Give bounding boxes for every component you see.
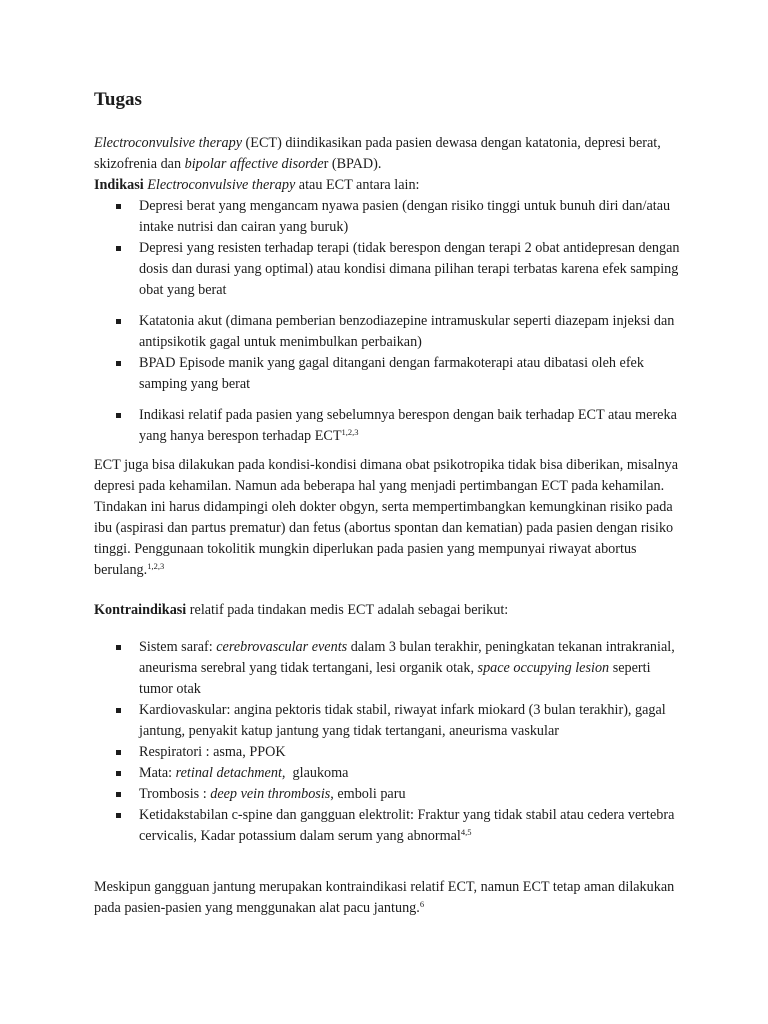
closing-paragraph: Meskipun gangguan jantung merupakan kontraindikasi relatif ECT, namun ECT tetap aman dilakukan pada pasien-pasien yang menggunakan alat pacu jantung.$^6$ — [94, 879, 675, 916]
list-item: Depresi berat yang mengancam nyawa pasien (dengan risiko tinggi untuk bunuh diri dan/atau intake nutrisi dan cairan yang buruk) — [94, 196, 684, 238]
indikasi-list-block — [94, 196, 684, 447]
pregnancy-block — [94, 455, 684, 581]
list-item: Kardiovaskular: angina pektoris tidak stabil, riwayat infark miokard (3 bulan terakhir), gagal jantung, penyakit katup jantung yang tidak tertangani, aneurisma vaskular — [94, 700, 684, 742]
citation-superscript: 1,2,3 — [341, 427, 359, 437]
ect-term: Electroconvulsive therapy — [94, 135, 242, 151]
intro-paragraph: Electroconvulsive therapy (ECT) diindikasikan pada pasien dewasa dengan katatonia, depresi berat, skizofrenia dan bipolar affective disorder (BPAD). — [94, 135, 661, 172]
pregnancy-paragraph: ECT juga bisa dilakukan pada kondisi-kondisi dimana obat psikotropika tidak bisa diberikan, misalnya depresi pada kehamilan. Namun ada beberapa hal yang menjadi pertimbangan ECT pada kehamilan. Tindakan ini harus didampingi oleh dokter obgyn, serta mempertimbangkan kemungkinan risiko pada ibu (aspirasi dan partus prematur) dan fetus (abortus spontan dan kematian) pada pasien dengan risiko tinggi. Penggunaan tokolitik mungkin diperlukan pada pasien yang mempunyai riwayat abortus berulang.$^{1,2,3}$ — [94, 457, 679, 578]
citation-superscript: 4,5 — [460, 827, 472, 837]
list-item: Trombosis : deep vein thrombosis, emboli paru — [94, 784, 684, 805]
citation-superscript: 1,2,3 — [147, 561, 165, 571]
list-item: Sistem saraf: cerebrovascular events dalam 3 bulan terakhir, peningkatan tekanan intrakranial, aneurisma serebral yang tidak tertangani, lesi organik otak, space occupying lesion seperti tumor otak — [94, 637, 684, 700]
list-item: Mata: retinal detachment, glaukoma — [94, 763, 684, 784]
list-item: BPAD Episode manik yang gagal ditangani dengan farmakoterapi atau dibatasi oleh efek samping yang berat — [94, 353, 684, 395]
kontra-heading-block — [94, 600, 684, 621]
closing-block — [94, 877, 684, 919]
indikasi-list — [94, 196, 684, 447]
list-item: Ketidakstabilan c-spine dan gangguan elektrolit: Fraktur yang tidak stabil atau cedera vertebra cervicalis, Kadar potassium dalam serum yang abnormal$^{4,5}$ — [94, 805, 684, 847]
kontra-list-block — [94, 637, 684, 847]
list-item: Depresi yang resisten terhadap terapi (tidak berespon dengan terapi 2 obat antidepresan dengan dosis dan durasi yang optimal) atau kondisi dimana pilihan terapi terbatas karena efek samping obat yang berat — [94, 238, 684, 301]
kontra-heading: Kontraindikasi relatif pada tindakan medis ECT adalah sebagai berikut: — [94, 602, 509, 618]
list-item: Katatonia akut (dimana pemberian benzodiazepine intramuskular seperti diazepam injeksi dan antipsikotik gagal untuk menimbulkan perbaikan) — [94, 311, 684, 353]
list-item: Indikasi relatif pada pasien yang sebelumnya berespon dengan baik terhadap ECT atau mereka yang hanya berespon terhadap ECT$^{1,2,3}$ — [94, 405, 684, 447]
indikasi-heading: Indikasi Electroconvulsive therapy atau ECT antara lain: — [94, 177, 420, 193]
bpad-term: bipolar affective disorde — [184, 156, 324, 172]
page-title: Tugas — [94, 89, 142, 110]
kontra-list — [94, 637, 684, 847]
list-item: Respiratori : asma, PPOK — [94, 742, 684, 763]
intro-block — [94, 133, 684, 196]
citation-superscript: 6 — [419, 899, 425, 909]
